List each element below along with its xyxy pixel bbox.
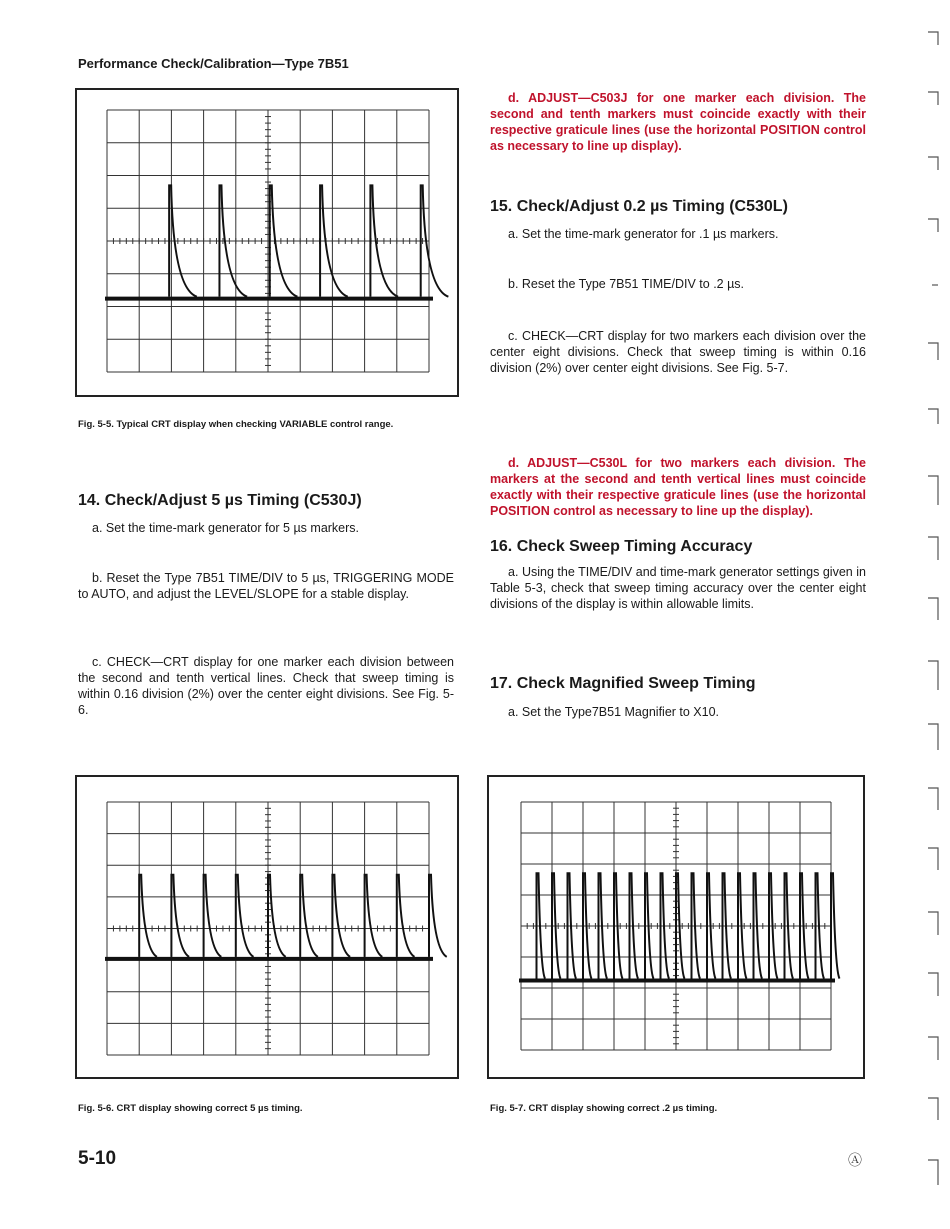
crt-trace xyxy=(105,875,447,959)
timing-marker xyxy=(204,875,222,957)
timing-marker xyxy=(397,875,415,957)
section-15-step-c: c. CHECK—CRT display for two markers each division over the center eight divisions. Check that sweep timing is within 0.16 division (2%) over center eight divisions. See Fig. 5-7. xyxy=(490,329,866,375)
crt-display-fig-5-5 xyxy=(75,88,459,397)
fig-5-7-caption: Fig. 5-7. CRT display showing correct .2 µs timing. xyxy=(490,1103,718,1114)
fig-5-6-caption: Fig. 5-6. CRT display showing correct 5 µs timing. xyxy=(78,1103,303,1114)
timing-marker xyxy=(236,875,254,957)
graticule-grid xyxy=(107,110,429,372)
timing-marker xyxy=(139,875,157,957)
page-edge-tab-marks xyxy=(910,0,950,1229)
fig-5-7-graticule xyxy=(489,777,863,1077)
crt-display-fig-5-7 xyxy=(487,775,865,1079)
timing-marker xyxy=(300,875,318,957)
fig-5-5-caption: Fig. 5-5. Typical CRT display when checking VARIABLE control range. xyxy=(78,419,394,430)
fig-5-6-graticule xyxy=(77,777,457,1077)
timing-marker xyxy=(831,873,840,978)
section-16-title: 16. Check Sweep Timing Accuracy xyxy=(490,538,753,555)
section-17-title: 17. Check Magnified Sweep Timing xyxy=(490,675,756,692)
section-15-step-d: d. ADJUST—C530L for two markers each division. The markers at the second and tenth vertical lines must coincide exactly with their respective graticule lines (use the horizontal POSITION control as necessary to line up the display). xyxy=(490,456,866,518)
section-15-step-b: b. Reset the Type 7B51 TIME/DIV to .2 µs. xyxy=(508,277,745,291)
fig-5-5-graticule xyxy=(77,90,457,395)
crt-trace xyxy=(519,873,840,980)
section-15-title: 15. Check/Adjust 0.2 µs Timing (C530L) xyxy=(490,198,788,215)
timing-marker xyxy=(171,875,189,957)
page-header: Performance Check/Calibration—Type 7B51 xyxy=(78,56,349,71)
section-14-step-a: a. Set the time-mark generator for 5 µs markers. xyxy=(92,521,360,535)
section-16-step-a: a. Using the TIME/DIV and time-mark generator settings given in Table 5-3, check that sweep timing accuracy over the center eight divisions of the display is within allowable limits. xyxy=(490,565,866,611)
crt-display-fig-5-6 xyxy=(75,775,459,1079)
section-17-step-a: a. Set the Type7B51 Magnifier to X10. xyxy=(508,705,720,719)
section-14-title: 14. Check/Adjust 5 µs Timing (C530J) xyxy=(78,492,362,509)
section-14-step-b: b. Reset the Type 7B51 TIME/DIV to 5 µs, TRIGGERING MODE to AUTO, and adjust the LEVEL/SLOPE for a stable display. xyxy=(78,571,454,601)
timing-marker xyxy=(365,875,383,957)
revision-mark: Ⓐ xyxy=(848,1152,862,1168)
timing-marker xyxy=(429,875,447,957)
section-14-step-d: d. ADJUST—C503J for one marker each division. The second and tenth markers must coincide exactly with their respective graticule lines (use the horizontal POSITION control as necessary to line up display). xyxy=(490,91,866,153)
page-number: 5-10 xyxy=(78,1148,117,1169)
timing-marker xyxy=(332,875,350,957)
section-14-step-c: c. CHECK—CRT display for one marker each division between the second and tenth vertical lines. Check that sweep timing is within 0.16 division (2%) over the center eight divisions. See Fig. 5-6. xyxy=(78,655,454,717)
section-15-step-a: a. Set the time-mark generator for .1 µs markers. xyxy=(508,227,779,241)
